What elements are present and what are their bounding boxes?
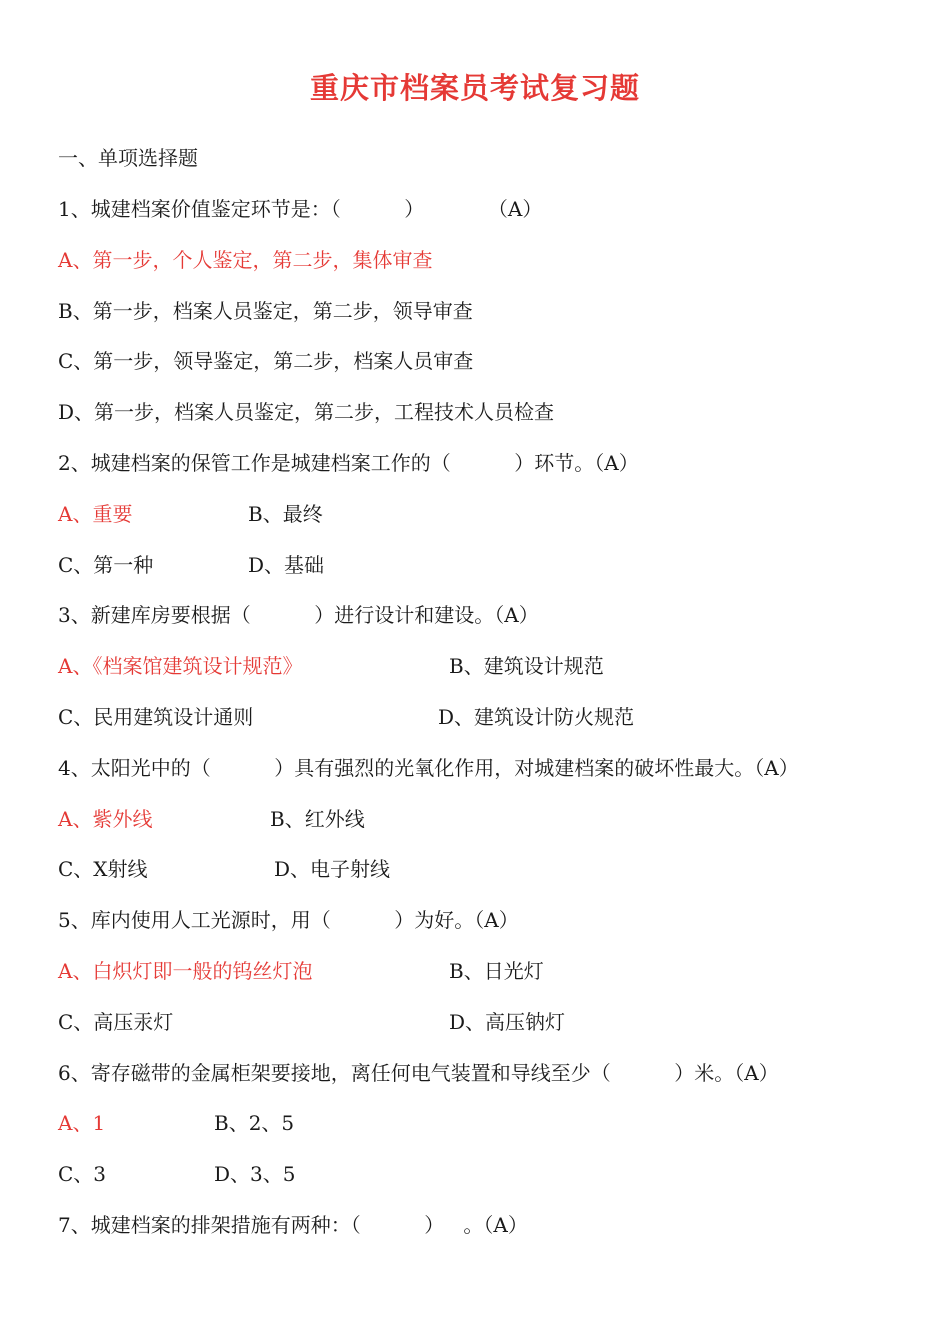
q4-option-c: C、X射线 xyxy=(58,857,148,881)
question-7: 7、城建档案的排架措施有两种：（ ） 。（A） xyxy=(58,1213,528,1237)
question-6: 6、寄存磁带的金属柜架要接地，离任何电气装置和导线至少（ ）米。（A） xyxy=(58,1061,779,1085)
q4-option-a: A、紫外线 xyxy=(58,807,153,831)
question-3: 3、新建库房要根据（ ）进行设计和建设。（A） xyxy=(58,603,539,627)
q6-option-a: A、1 xyxy=(58,1111,106,1135)
q3-option-c: C、民用建筑设计通则 xyxy=(58,705,254,729)
question-5: 5、库内使用人工光源时，用（ ）为好。（A） xyxy=(58,908,519,932)
question-4: 4、太阳光中的（ ）具有强烈的光氧化作用，对城建档案的破坏性最大。（A） xyxy=(58,756,799,780)
section-heading: 一、单项选择题 xyxy=(58,146,198,170)
q1-option-d: D、第一步，档案人员鉴定，第二步，工程技术人员检查 xyxy=(58,400,555,424)
q3-option-b: B、建筑设计规范 xyxy=(449,654,604,678)
q4-option-b: B、红外线 xyxy=(270,807,365,831)
question-1: 1、城建档案价值鉴定环节是：（ ） （A） xyxy=(58,197,543,221)
q2-option-b: B、最终 xyxy=(248,502,323,526)
q1-option-b: B、第一步，档案人员鉴定，第二步，领导审查 xyxy=(58,299,473,323)
q4-option-d: D、电子射线 xyxy=(274,857,391,881)
q6-option-b: B、2、5 xyxy=(214,1111,295,1135)
q3-option-d: D、建筑设计防火规范 xyxy=(438,705,635,729)
q2-option-a: A、重要 xyxy=(58,502,133,526)
q2-option-d: D、基础 xyxy=(248,553,325,577)
q2-option-c: C、第一种 xyxy=(58,553,154,577)
q5-option-b: B、日光灯 xyxy=(449,959,544,983)
q3-option-a: A、《档案馆建筑设计规范》 xyxy=(58,654,303,678)
q1-option-a: A、第一步，个人鉴定，第二步，集体审查 xyxy=(58,248,433,272)
q5-option-a: A、白炽灯即一般的钨丝灯泡 xyxy=(58,959,313,983)
q6-option-d: D、3、5 xyxy=(214,1162,296,1186)
q1-option-c: C、第一步，领导鉴定，第二步，档案人员审查 xyxy=(58,349,474,373)
q5-option-c: C、高压汞灯 xyxy=(58,1010,174,1034)
question-2: 2、城建档案的保管工作是城建档案工作的（ ）环节。（A） xyxy=(58,451,639,475)
q5-option-d: D、高压钠灯 xyxy=(449,1010,566,1034)
q6-option-c: C、3 xyxy=(58,1162,107,1186)
page-title: 重庆市档案员考试复习题 xyxy=(309,71,640,105)
